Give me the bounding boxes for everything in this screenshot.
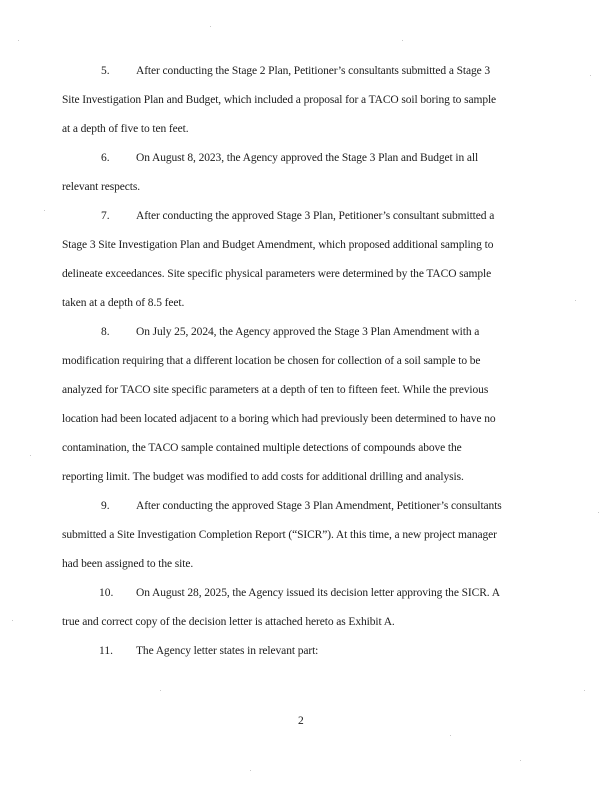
paragraph-line: had been assigned to the site.	[62, 558, 194, 570]
paragraph-number: 5.	[101, 65, 110, 77]
paragraph-line: Site Investigation Plan and Budget, which included a proposal for a TACO soil boring to sample	[62, 94, 497, 106]
paragraph-line: relevant respects.	[62, 181, 141, 193]
paragraph-number: 7.	[101, 210, 110, 222]
paragraph-number: 9.	[101, 500, 110, 512]
paragraph-line: at a depth of five to ten feet.	[62, 123, 189, 135]
paragraph-line: Stage 3 Site Investigation Plan and Budget Amendment, which proposed additional sampling to	[62, 239, 494, 251]
paragraph-number: 11.	[99, 645, 113, 657]
paragraph-line: analyzed for TACO site specific parameters at a depth of ten to fifteen feet. While the previous	[62, 384, 489, 396]
paragraph-line: true and correct copy of the decision letter is attached hereto as Exhibit A.	[62, 616, 395, 628]
paragraph-line: The Agency letter states in relevant part:	[136, 645, 319, 657]
paragraph-line: On August 8, 2023, the Agency approved the Stage 3 Plan and Budget in all	[136, 152, 479, 164]
paragraph-line: submitted a Site Investigation Completion Report (“SICR”). At this time, a new project manager	[62, 529, 497, 541]
paragraph-line: reporting limit. The budget was modified to add costs for additional drilling and analysis.	[62, 471, 464, 483]
paragraph-number: 6.	[101, 152, 110, 164]
paragraph-line: taken at a depth of 8.5 feet.	[62, 297, 185, 309]
paragraph-line: contamination, the TACO sample contained multiple detections of compounds above the	[62, 442, 462, 454]
paragraph-line: On August 28, 2025, the Agency issued its decision letter approving the SICR. A	[136, 587, 500, 599]
paragraph-number: 10.	[99, 587, 114, 599]
paragraph-line: After conducting the Stage 2 Plan, Petitioner’s consultants submitted a Stage 3	[136, 65, 491, 77]
paragraph-line: On July 25, 2024, the Agency approved the Stage 3 Plan Amendment with a	[136, 326, 480, 338]
paragraph-line: After conducting the approved Stage 3 Plan Amendment, Petitioner’s consultants	[136, 500, 502, 512]
paragraph-line: location had been located adjacent to a boring which had previously been determined to have no	[62, 413, 496, 425]
paragraph-line: delineate exceedances. Site specific physical parameters were determined by the TACO sample	[62, 268, 492, 280]
paragraph-line: After conducting the approved Stage 3 Plan, Petitioner’s consultant submitted a	[136, 210, 495, 222]
page-number: 2	[298, 715, 304, 727]
paragraph-number: 8.	[101, 326, 110, 338]
paragraph-line: modification requiring that a different location be chosen for collection of a soil sample to be	[62, 355, 481, 367]
